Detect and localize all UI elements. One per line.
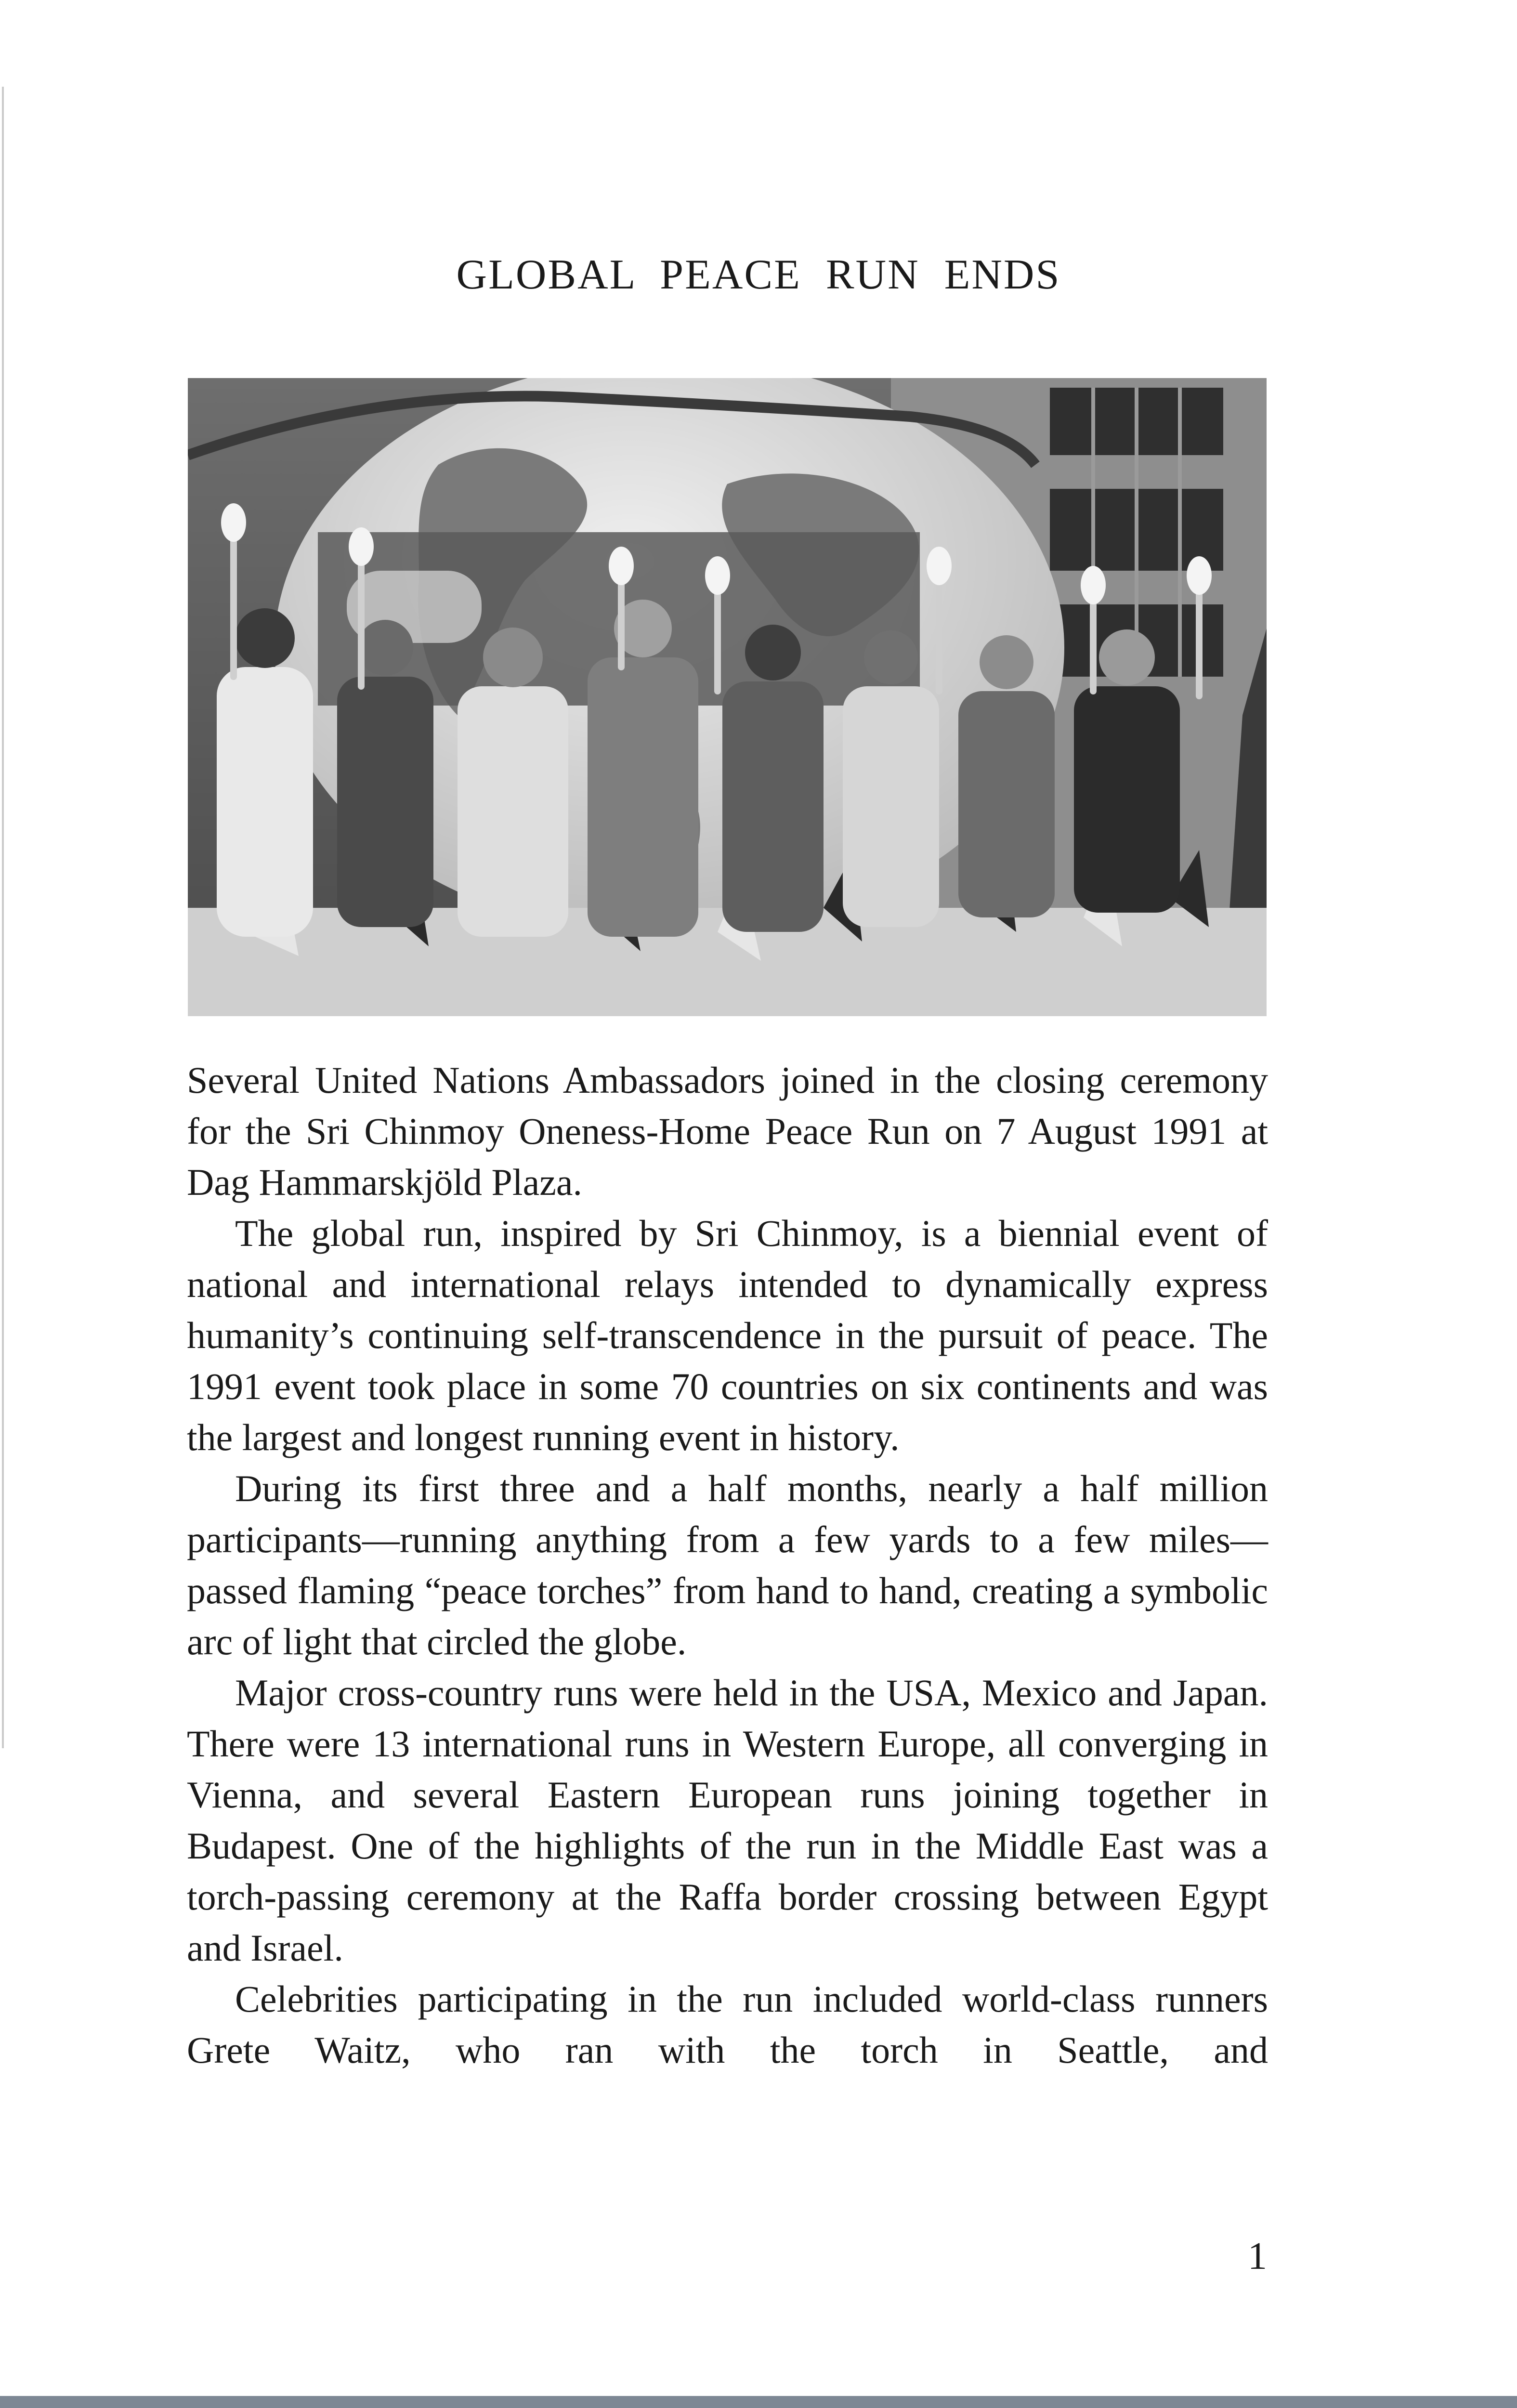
article-body bbox=[187, 1055, 1268, 2076]
paragraph: Major cross-country runs were held in the USA, Mexico and Japan. There were 13 international runs in Western Europe, all converging in Vienna, and several Eastern European runs joining together in Budapest. One of the highlights of the run in the Middle East was a torch-passing ceremony at the Raffa border crossing between Egypt and Israel. bbox=[187, 1672, 1268, 1969]
scan-edge-rule bbox=[2, 87, 4, 1748]
footer-bar bbox=[0, 2396, 1517, 2408]
paragraph: During its first three and a half months, nearly a half million participants—running anything from a few yards to a few miles—passed flaming “peace torches” from hand to hand, creating a symbolic arc of light that circled the globe. bbox=[187, 1467, 1268, 1662]
page-title: GLOBAL PEACE RUN ENDS bbox=[456, 251, 1061, 298]
page-number: 1 bbox=[1248, 2235, 1267, 2277]
photo-closing-ceremony bbox=[188, 378, 1267, 1016]
paragraph: Several United Nations Ambassadors joined in the closing ceremony for the Sri Chinmoy Oneness-Home Peace Run on 7 August 1991 at Dag Hammarskjöld Plaza. bbox=[187, 1059, 1268, 1203]
paragraph: Celebrities participating in the run included world-class runners Grete Waitz, who ran with the torch in Seattle, and bbox=[187, 1978, 1268, 2071]
paragraph: The global run, inspired by Sri Chinmoy, is a biennial event of national and international relays intended to dynamically express humanity’s continuing self-transcendence in the pursuit of peace. The 1991 event took place in some 70 countries on six continents and was the largest and longest running event in history. bbox=[187, 1212, 1268, 1458]
